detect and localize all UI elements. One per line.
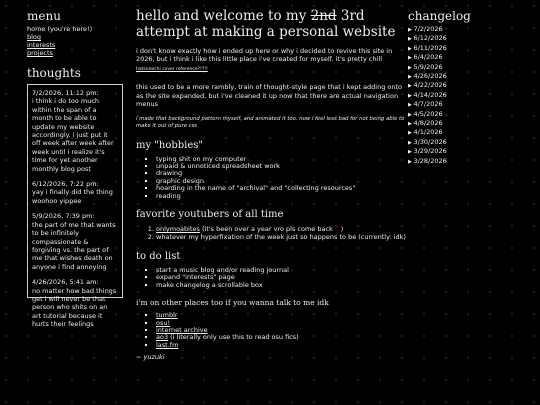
thoughts-heading: thoughts [27,66,81,80]
list-item [156,312,406,319]
osu-link[interactable]: osu! [156,318,171,327]
changelog-entry[interactable]: ▶ 4/26/2026 [408,72,518,81]
thought-text: the part of me that wants to be infinitely compassionate & forgiving vs. the part of me that wishes death on anyone i find annoying [32,220,116,271]
changelog-entry[interactable]: ▶ 3/28/2026 [408,157,518,166]
youtubers-list [136,225,406,241]
thought-text: i think i do too much within the span of a month to be able to update my website accordingly. i just put it off week after week after week until i realize it's time for yet another monthly blog post [32,97,114,173]
list-item: ▪ drawing [156,170,406,177]
reference-link[interactable]: hatsunechi cover reference?!?!! [136,67,208,73]
youtuber-link[interactable]: onlymoabites [156,225,200,234]
intro-paragraph: i don't know exactly how i ended up here or why i decided to revive this site in 2026, but i think i like this little place i've created for myself. it's pretty chill [136,47,393,64]
list-item: ▪ unpaid & unnoticed spreadsheet work [156,163,406,170]
changelog-section [408,9,518,166]
changelog-heading: changelog [408,9,471,23]
changelog-entry[interactable]: ▶ 6/4/2026 [408,53,518,62]
changelog-entry[interactable]: ▶ 4/22/2026 [408,81,518,90]
list-item: ▪ graphic design [156,178,406,185]
list-item: ▪ hoarding in the name of "archival" and "collecting resources" [156,185,406,192]
thought-time: 5/9/2026, 7:39 pm: [32,212,95,221]
menu-item-interests[interactable]: interests [27,41,56,49]
struck-word: 2nd [310,8,337,24]
changelog-list [408,25,518,166]
thought-post [32,278,118,328]
changelog-entry[interactable]: ▶ 3/30/2026 [408,138,518,147]
menu-item-projects[interactable]: projects [27,49,53,57]
changelog-entry[interactable]: ▶ 6/12/2026 [408,34,518,43]
todo-list [136,267,406,289]
page-title: hello and welcome to my 2nd 3rd attempt at making a personal website [136,8,396,40]
elsewhere-list [136,312,406,349]
menu-list [27,25,117,57]
thought-time: 6/12/2026, 7:22 pm: [32,180,99,189]
thoughts-scroll-box[interactable] [27,84,123,329]
background-note: i made that background pattern myself, and animated it too. now i feel less bad for not being able to make it out of pure css [136,116,405,129]
menu-section [27,9,117,57]
thought-time: 7/2/2026, 11:12 pm: [32,89,99,97]
changelog-entry[interactable]: ▶ 4/1/2026 [408,128,518,137]
menu-heading: menu [27,9,61,23]
youtubers-heading: favorite youtubers of all time [136,209,284,221]
list-item: ▪ expand "interests" page [156,274,406,281]
ao3-link[interactable]: ao3 [156,333,169,342]
hobbies-list [136,156,406,200]
main-content [136,8,406,361]
list-item: ▪ make changelog a scrollable box [156,282,406,289]
list-item: 1. onlymoabites (it's been over a year vro pls come back ♡) [156,225,406,233]
list-item: ▪ reading [156,193,406,200]
changelog-entry[interactable]: ▶ 3/29/2026 [408,147,518,156]
changelog-entry[interactable]: ▶ 7/2/2026 [408,25,518,34]
lastfm-link[interactable]: last.fm [156,340,179,349]
elsewhere-heading: i'm on other places too if you wanna talk to me idk [136,298,329,308]
changelog-entry[interactable]: ▶ 4/7/2026 [408,100,518,109]
changelog-entry[interactable]: ▶ 4/14/2026 [408,91,518,100]
thought-text: no matter how bad things get i will never be that person who shits on an art tutorial because it hurts their feelings [32,286,117,329]
todo-heading: to do list [136,251,181,263]
thought-post [32,89,118,173]
thought-post [32,212,118,271]
list-item: ▪ ao3 (i literally only use this to read osu fics) [156,334,406,341]
list-item: 2. whatever my hyperfixation of the week just so happens to be (currently: idk) [156,233,406,241]
list-item [156,342,406,349]
changelog-entry[interactable]: ▶ 6/11/2026 [408,44,518,53]
changelog-entry[interactable]: ▶ 4/5/2026 [408,110,518,119]
list-item: ▪ typing shit on my computer [156,156,406,163]
changelog-entry[interactable]: ▶ 5/9/2026 [408,63,518,72]
signature: ~ yuzuki [136,353,165,362]
heart-icon: ♡ [334,225,341,234]
thought-post [32,180,118,205]
internet-archive-link[interactable]: internet archive [156,326,208,335]
menu-item-home[interactable]: home (you're here!) [27,25,93,33]
thought-time: 4/26/2026, 5:41 am: [32,278,99,287]
list-item: ▪ start a music blog and/or reading journal [156,267,406,274]
thought-text: yay i finally did the thing woohoo yippee [32,188,113,205]
tumblr-link[interactable]: tumblr [156,311,178,320]
menu-item-blog[interactable]: blog [27,33,42,41]
second-paragraph: this used to be a more rambly, train of thought-style page that i kept adding onto as the site expanded, but i've cleaned it up now that there are actual navigation menus [136,83,403,108]
changelog-entry[interactable]: ▶ 4/8/2026 [408,119,518,128]
hobbies-heading: my "hobbies" [136,139,204,151]
